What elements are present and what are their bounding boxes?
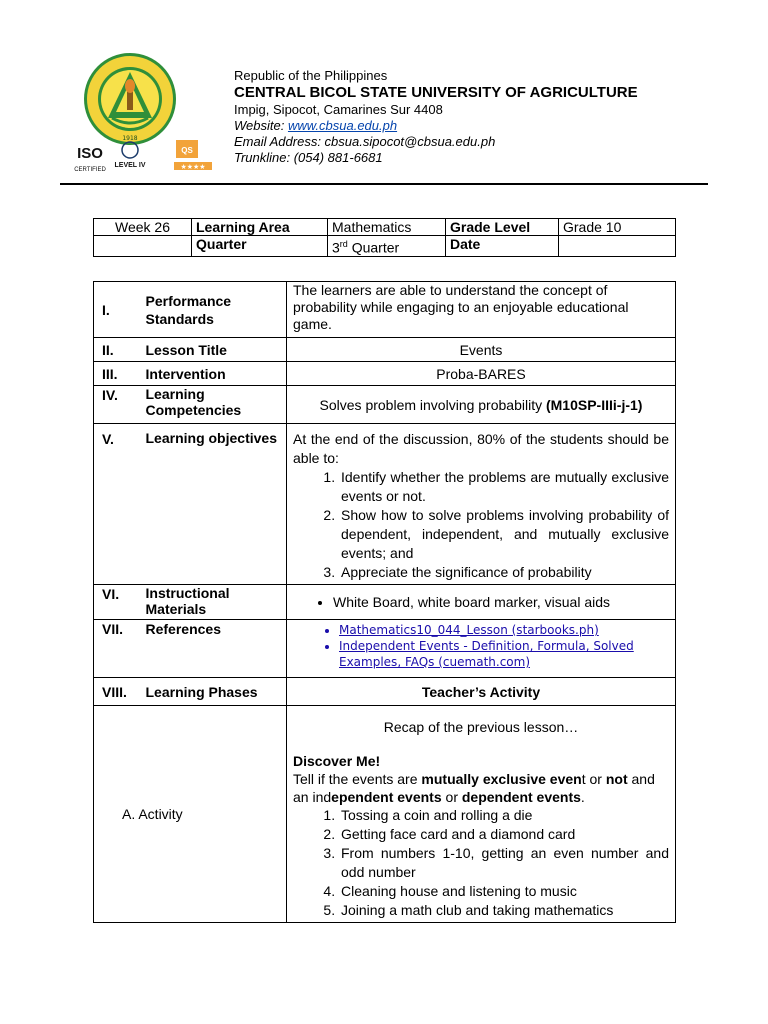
website-line: Website: www.cbsua.edu.ph [234,118,398,133]
svg-text:★★★★: ★★★★ [180,163,206,171]
learning-area-value: Mathematics [328,219,446,236]
section-number: V. [94,424,142,585]
teachers-activity-heading: Teacher’s Activity [287,678,676,706]
letterhead [234,68,638,166]
section-number: IV. [94,386,142,424]
quarter-value: 3rd Quarter [328,236,446,257]
list-item: 3. From numbers 1-10, getting an even number and odd number [339,844,669,882]
date-label: Date [446,236,559,257]
section-number: VIII. [94,678,142,706]
section-number: III. [94,362,142,386]
section-label: Learning Phases [142,678,287,706]
section-number: VI. [94,585,142,620]
section-label: Performance Standards [142,282,287,338]
section-number: I. [94,282,142,338]
level-badge: LEVEL IV [114,162,146,169]
header-divider [60,183,708,185]
lesson-info-table [93,218,676,257]
lesson-plan-table [93,281,676,923]
reference-link[interactable]: • Independent Events - Definition, Formula, Solved Examples, FAQs (cuemath.com) [339,638,669,670]
list-item: 1. Tossing a coin and rolling a die [339,806,669,825]
section-label: Learning objectives [142,424,287,585]
accreditation-badges [70,138,220,178]
empty-cell [94,236,192,257]
recap-text: Recap of the previous lesson… [383,719,579,735]
list-item: 3. Appreciate the significance of probability [339,563,669,582]
references-value [287,620,676,678]
activity-content [287,706,676,923]
section-label: Instructional Materials [142,585,287,620]
section-number: VII. [94,620,142,678]
svg-text:1918: 1918 [122,135,138,142]
university-seal [82,52,178,146]
list-item: • White Board, white board marker, visual aids [333,593,669,611]
list-item: 1. Identify whether the problems are mutually exclusive events or not. [339,468,669,506]
date-value [559,236,676,257]
list-item: 2. Getting face card and a diamond card [339,825,669,844]
republic-text: Republic of the Philippines [234,68,388,83]
objectives-list [339,468,669,582]
email-text: Email Address: cbsua.sipocot@cbsua.edu.ph [234,134,496,149]
week-cell: Week 26 [94,219,192,236]
activity-list [339,806,669,920]
svg-text:CERTIFIED: CERTIFIED [74,167,106,173]
intervention-value: Proba-BARES [287,362,676,386]
grade-level-label: Grade Level [446,219,559,236]
lesson-title-value: Events [287,338,676,362]
qs-badge: QS [181,146,193,155]
reference-link[interactable]: • Mathematics10_044_Lesson (starbooks.ph) [339,622,669,638]
section-label: Lesson Title [142,338,287,362]
address-text: Impig, Sipocot, Camarines Sur 4408 [234,102,443,117]
section-label: Learning Competencies [142,386,287,424]
section-number: II. [94,338,142,362]
activity-label: A. Activity [94,706,287,923]
objectives-value [287,424,676,585]
objectives-intro: At the end of the discussion, 80% of the students should be able to: [293,431,669,466]
competencies-value: Solves problem involving probability (M10SP-IIIi-j-1) [287,386,676,424]
website-link[interactable]: www.cbsua.edu.ph [287,118,398,133]
activity-instructions: Tell if the events are mutually exclusive event or not and an independent events or dependent events. [293,771,655,805]
performance-standards-value: The learners are able to understand the concept of probability while engaging to an enjoyable educational game. [287,282,676,338]
section-label: Intervention [142,362,287,386]
trunkline-text: Trunkline: (054) 881-6681 [234,150,383,165]
quarter-label: Quarter [192,236,328,257]
iso-badge: ISO [77,145,103,162]
university-name: CENTRAL BICOL STATE UNIVERSITY OF AGRICULTURE [234,84,638,101]
list-item: 4. Cleaning house and listening to music [339,882,669,901]
grade-level-value: Grade 10 [559,219,676,236]
section-label: References [142,620,287,678]
learning-area-label: Learning Area [192,219,328,236]
list-item: 2. Show how to solve problems involving probability of dependent, independent, and mutually exclusive events; and [339,506,669,563]
discover-heading: Discover Me! [293,753,381,769]
materials-value [287,585,676,620]
list-item: 5. Joining a math club and taking mathematics [339,901,669,920]
